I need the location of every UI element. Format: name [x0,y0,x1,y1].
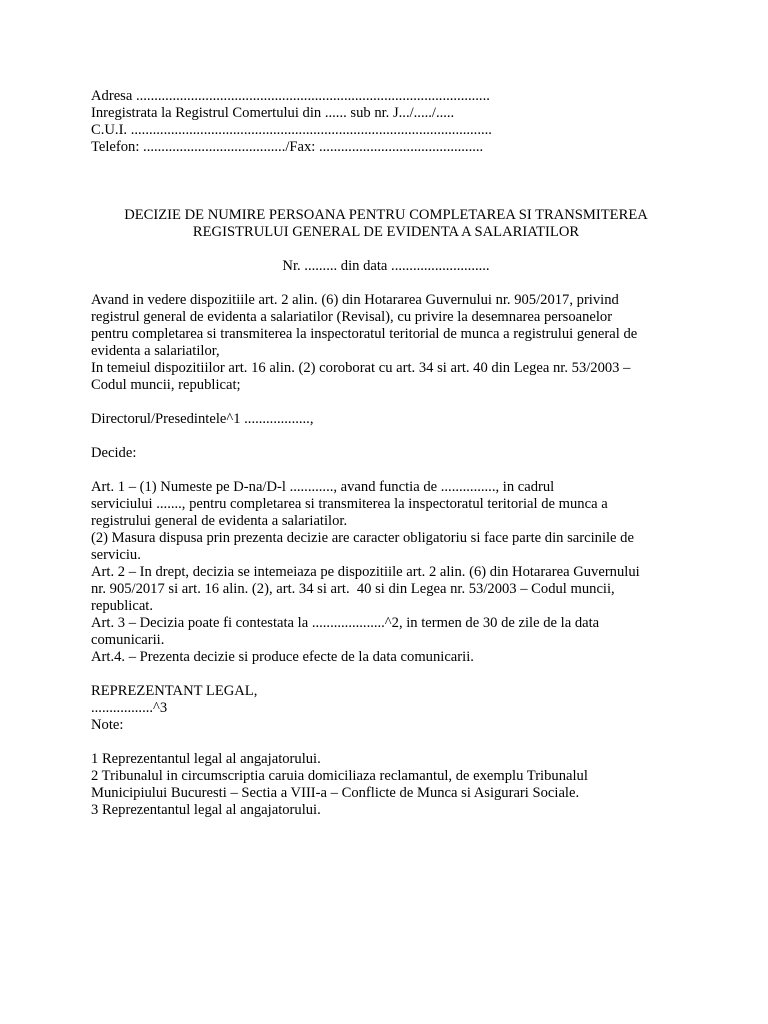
spacer [91,241,681,258]
article-1-paragraph-2: serviciu. [91,547,141,563]
spacer [91,275,681,292]
director-line: Directorul/Presedintele^1 .................., [91,411,314,427]
registry-line: Inregistrata la Registrul Comertului din ...... sub nr. J.../...../..... [91,105,455,121]
decision-number: Nr. ......... din data ........................... [282,258,490,274]
document-body [91,88,681,819]
document-title-line-1: DECIZIE DE NUMIRE PERSOANA PENTRU COMPLETAREA SI TRANSMITEREA [124,207,648,223]
preamble-text: registrul general de evidenta a salariatilor (Revisal), cu privire la desemnarea persoanelor [91,309,613,325]
spacer [91,462,681,479]
article-1-text: serviciului ......., pentru completarea si transmiterea la inspectoratul teritorial de munca a [91,496,608,512]
article-3-text: Art. 3 – Decizia poate fi contestata la ....................^2, in termen de 30 de zile de la data [91,615,600,631]
address-line: Adresa ................................................................................................. [91,88,490,104]
article-2-text: Art. 2 – In drept, decizia se intemeiaza pe dispozitiile art. 2 alin. (6) din Hotararea Guvernului [91,564,640,580]
footnote-1: 1 Reprezentantul legal al angajatorului. [91,751,321,767]
preamble-text: pentru completarea si transmiterea la inspectoratul teritorial de munca a registrului general de [91,326,638,342]
footnote-2: 2 Tribunalul in circumscriptia caruia domiciliaza reclamantul, de exemplu Tribunalul [91,768,588,784]
spacer [91,666,681,683]
article-1-text: registrului general de evidenta a salariatilor. [91,513,348,529]
preamble-text: Avand in vedere dispozitiile art. 2 alin. (6) din Hotararea Guvernului nr. 905/2017, privind [91,292,619,308]
article-1-text: Art. 1 – (1) Numeste pe D-na/D-l ............, avand functia de ..............., in cadrul [91,479,555,495]
document-title-line-2: REGISTRULUI GENERAL DE EVIDENTA A SALARIATILOR [192,224,580,240]
spacer [91,156,681,207]
article-2-text: nr. 905/2017 si art. 16 alin. (2), art. 34 si art. 40 si din Legea nr. 53/2003 – Codul muncii, [91,581,615,597]
article-4-text: Art.4. – Prezenta decizie si produce efecte de la data comunicarii. [91,649,474,665]
phone-fax-line: Telefon: ......................................./Fax: ............................................. [91,139,484,155]
footnote-2: Municipiului Bucuresti – Sectia a VIII-a – Conflicte de Munca si Asigurari Sociale. [91,785,580,801]
legal-representative-label: REPREZENTANT LEGAL, [91,683,258,699]
legal-basis-text: Codul muncii, republicat; [91,377,241,393]
cui-line: C.U.I. ................................................................................................... [91,122,492,138]
article-2-text: republicat. [91,598,153,614]
spacer [91,428,681,445]
article-3-text: comunicarii. [91,632,165,648]
decide-heading: Decide: [91,445,137,461]
spacer [91,394,681,411]
signature-placeholder: .................^3 [91,700,168,716]
article-1-paragraph-2: (2) Masura dispusa prin prezenta decizie are caracter obligatoriu si face parte din sarcinile de [91,530,634,546]
preamble-text: evidenta a salariatilor, [91,343,220,359]
footnote-3: 3 Reprezentantul legal al angajatorului. [91,802,321,818]
notes-heading: Note: [91,717,124,733]
legal-basis-text: In temeiul dispozitiilor art. 16 alin. (2) coroborat cu art. 34 si art. 40 din Legea nr. 53/2003 – [91,360,631,376]
spacer [91,734,681,751]
